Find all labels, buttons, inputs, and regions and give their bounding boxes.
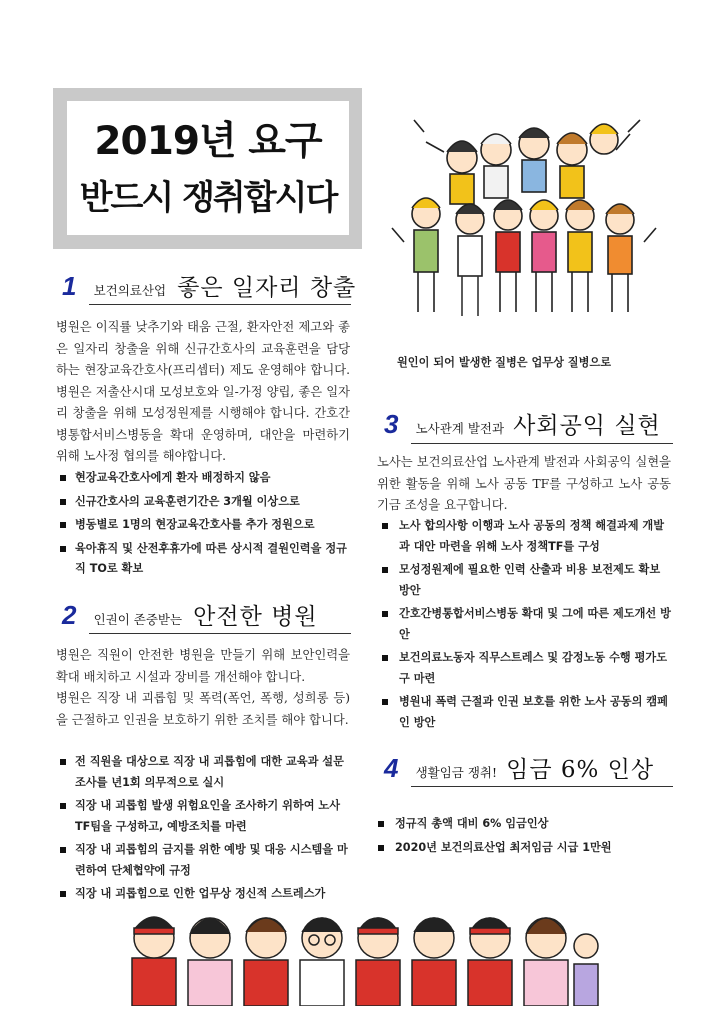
list-item: 모성정원제에 필요한 인력 산출과 비용 보전제도 확보 방안 bbox=[382, 560, 674, 601]
section-4-heading bbox=[384, 751, 674, 787]
cheering-workers-illustration bbox=[384, 92, 664, 338]
section-2-bullets bbox=[58, 752, 352, 908]
list-item: 육아휴직 및 산전후휴가에 따른 상시적 결원인력을 정규직 TO로 확보 bbox=[58, 539, 352, 580]
list-item: 직장 내 괴롭힘의 금지를 위한 예방 및 대응 시스템을 마련하여 단체협약에 규정 bbox=[58, 840, 352, 881]
section-2-number: 2 bbox=[62, 600, 77, 630]
list-item: 병원내 폭력 근절과 인권 보호를 위한 노사 공동의 캠페인 방안 bbox=[382, 692, 674, 733]
illustration-caption: 원인이 되어 발생한 질병은 업무상 질병으로 bbox=[397, 356, 612, 369]
section-4-subtitle: 생활임금 쟁취! bbox=[415, 765, 498, 780]
worker-figure bbox=[300, 918, 344, 1006]
list-item: 신규간호사의 교육훈련기간은 3개월 이상으로 bbox=[58, 492, 352, 513]
worker-figure bbox=[356, 918, 400, 1006]
section-1-title: 좋은 일자리 창출 bbox=[177, 275, 357, 301]
list-item: 병동별로 1명의 현장교육간호사를 추가 정원으로 bbox=[58, 515, 352, 536]
section-3-title: 사회공익 실현 bbox=[513, 413, 661, 439]
worker-figure bbox=[468, 918, 512, 1006]
worker-figure bbox=[132, 917, 176, 1006]
section-3-rule bbox=[411, 443, 673, 444]
worker-figure bbox=[244, 918, 288, 1006]
section-3-bullets bbox=[382, 516, 674, 736]
section-2-rule bbox=[89, 633, 351, 634]
list-item: 간호간병통합서비스병동 확대 및 그에 따른 제도개선 방안 bbox=[382, 604, 674, 645]
section-1-bullets bbox=[58, 468, 352, 583]
workers-group-illustration bbox=[128, 898, 600, 1006]
section-3-number: 3 bbox=[384, 409, 399, 439]
section-3-subtitle: 노사관계 발전과 bbox=[415, 421, 505, 436]
list-item: 노사 합의사항 이행과 노사 공동의 정책 해결과제 개발과 대안 마련을 위해 노사 정책TF를 구성 bbox=[382, 516, 674, 557]
section-4-number: 4 bbox=[384, 753, 399, 783]
list-item: 전 직원을 대상으로 직장 내 괴롭힘에 대한 교육과 설문조사를 년1회 의무적으로 실시 bbox=[58, 752, 352, 793]
section-1-heading bbox=[62, 269, 357, 305]
list-item: 직장 내 괴롭힘으로 인한 업무상 정신적 스트레스가 bbox=[58, 884, 352, 905]
section-3-paragraph: 노사는 보건의료산업 노사관계 발전과 사회공익 실현을 위한 활동을 위해 노사 공동 TF를 구성하고 노사 공동기금 조성을 요구합니다. bbox=[377, 455, 671, 512]
title-line-2: 반드시 쟁취합시다 bbox=[79, 178, 337, 218]
section-2-subtitle: 인권이 존중받는 bbox=[93, 612, 183, 627]
section-1-rule bbox=[89, 304, 351, 305]
list-item: 직장 내 괴롭힘 발생 위험요인을 조사하기 위하여 노사 TF팀을 구성하고, 예방조치를 마련 bbox=[58, 796, 352, 837]
worker-figure bbox=[574, 934, 598, 1006]
section-2-heading bbox=[62, 598, 352, 634]
worker-figure bbox=[188, 918, 232, 1006]
section-1-paragraph: 병원은 이직률 낮추기와 태움 근절, 환자안전 제고와 좋은 일자리 창출을 위해 신규간호사의 교육훈련을 담당하는 현장교육간호사(프리셉터) 제도 운영해야 합니다. 병원은 저출산시대 모성보호와 일-가정 양립, 좋은 일자리 창출을 위해 모성정원제를 시행해야 합니다. 간호간병통합서비스병동을 확대 운영하며, 대안을 마련하기 위해 노사정 협의를 해야합니다. bbox=[56, 320, 350, 463]
list-item: 현장교육간호사에게 환자 배정하지 않음 bbox=[58, 468, 352, 489]
worker-figure bbox=[524, 918, 568, 1006]
section-3-heading bbox=[384, 407, 674, 443]
list-item: 2020년 보건의료산업 최저임금 시급 1만원 bbox=[378, 838, 674, 859]
title-line-1: 2019년 요구 bbox=[94, 119, 322, 164]
section-4-rule bbox=[411, 786, 673, 787]
list-item: 정규직 총액 대비 6% 임금인상 bbox=[378, 814, 674, 835]
worker-figure bbox=[412, 918, 456, 1006]
section-2-paragraph-1: 병원은 직원이 안전한 병원을 만들기 위해 보안인력을 확대 배치하고 시설과 장비를 개선해야 합니다. bbox=[56, 648, 350, 684]
section-4-title: 임금 6% 인상 bbox=[506, 757, 655, 783]
section-4-bullets bbox=[378, 814, 674, 861]
section-2-paragraph-2: 병원은 직장 내 괴롭힘 및 폭력(폭언, 폭행, 성희롱 등)을 근절하고 인권을 보호하기 위한 조치를 해야 합니다. bbox=[56, 691, 350, 727]
section-1-number: 1 bbox=[62, 271, 77, 301]
section-1-subtitle: 보건의료산업 bbox=[93, 283, 167, 298]
list-item: 보건의료노동자 직무스트레스 및 감정노동 수행 평가도구 마련 bbox=[382, 648, 674, 689]
section-2-title: 안전한 병원 bbox=[193, 604, 318, 630]
